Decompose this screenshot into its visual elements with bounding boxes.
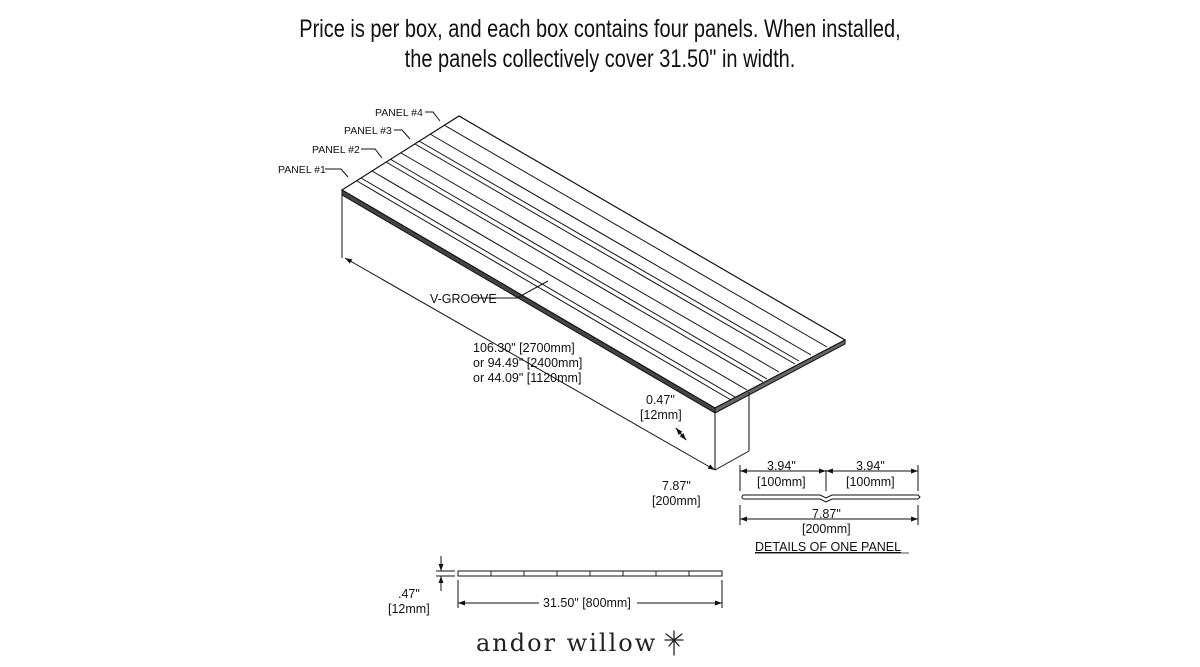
- panel-label-3: PANEL #3: [344, 125, 392, 137]
- headline-line-1: Price is per box, and each box contains four panels. When installed,: [299, 15, 901, 43]
- detail-right-mm: [100mm]: [846, 475, 895, 489]
- end-width-label-in: 7.87": [662, 479, 691, 493]
- thickness-label-in: 0.47": [646, 393, 675, 407]
- section-width-label: 31.50" [800mm]: [543, 596, 631, 610]
- panel-top-surface: [342, 116, 845, 408]
- panel-profile: [742, 495, 920, 502]
- detail-total-in: 7.87": [812, 507, 841, 521]
- section-thickness-mm: [12mm]: [388, 602, 430, 616]
- detail-total-mm: [200mm]: [802, 522, 851, 536]
- brand-name: andor willow: [476, 629, 658, 657]
- panel-label-4: PANEL #4: [375, 107, 423, 119]
- detail-left-mm: [100mm]: [757, 475, 806, 489]
- isometric-view: [325, 112, 845, 470]
- palm-leaf-icon: [663, 630, 685, 656]
- end-width-label-mm: [200mm]: [652, 494, 701, 508]
- panel-label-2: PANEL #2: [312, 144, 360, 156]
- length-label-2: or 94.49" [2400mm]: [473, 356, 583, 370]
- length-label-1: 106.30" [2700mm]: [473, 341, 575, 355]
- detail-title: DETAILS OF ONE PANEL: [755, 540, 902, 554]
- headline-line-2: the panels collectively cover 31.50" in width.: [404, 45, 796, 73]
- thickness-label-mm: [12mm]: [640, 408, 682, 422]
- length-label-3: or 44.09" [1120mm]: [473, 371, 582, 385]
- detail-left-in: 3.94": [767, 459, 796, 473]
- brand-logo: [476, 628, 685, 658]
- section-thickness-in: .47": [398, 587, 420, 601]
- detail-right-in: 3.94": [856, 459, 885, 473]
- panel-label-1: PANEL #1: [278, 164, 326, 176]
- v-groove-label: V-GROOVE: [430, 292, 497, 306]
